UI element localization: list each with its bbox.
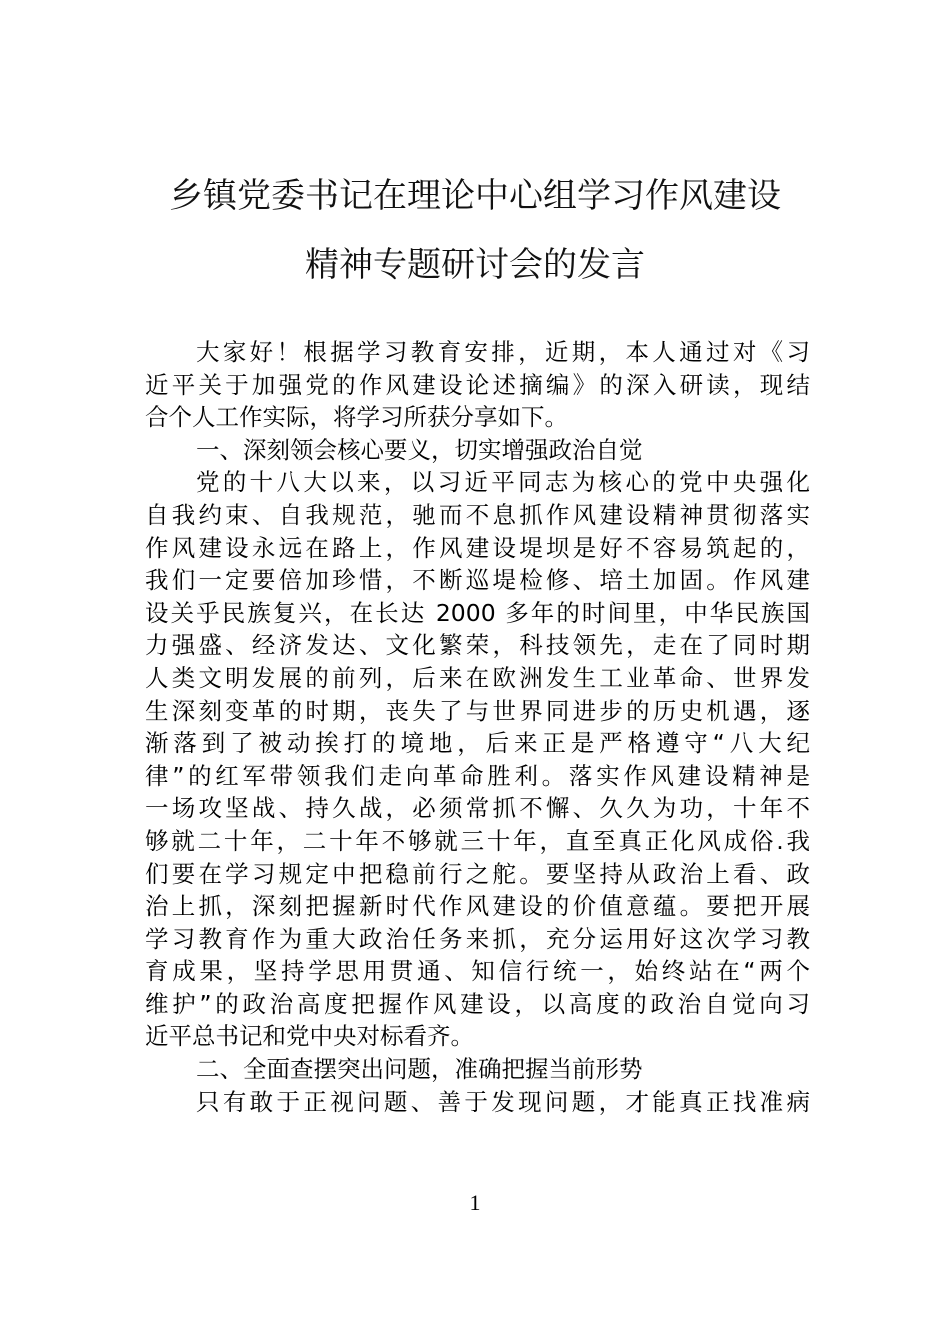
body-text-line: 力强盛、经济发达、文化繁荣，科技领先，走在了同时期 [145, 631, 810, 660]
body-text-line: 我们一定要倍加珍惜，不断巡堤检修、培土加固。作风建 [145, 566, 810, 595]
body-text-line: 维护”的政治高度把握作风建设，以高度的政治自觉向习 [145, 989, 810, 1018]
body-text-line: 大家好！根据学习教育安排，近期，本人通过对《习 [196, 338, 810, 366]
body-text-line: 设关乎民族复兴，在长达 2000 多年的时间里，中华民族国 [145, 598, 810, 627]
body-text-line: 一场攻坚战、持久战，必须常抓不懈、久久为功，十年不 [145, 794, 810, 823]
body-text-line: 够就二十年，二十年不够就三十年，直至真正化风成俗.我 [145, 826, 810, 855]
document-title-line-2: 精神专题研讨会的发言 [305, 245, 645, 285]
body-text-line: 生深刻变革的时期，丧失了与世界同进步的历史机遇，逐 [145, 696, 810, 725]
body-text-line: 人类文明发展的前列，后来在欧洲发生工业革命、世界发 [145, 663, 810, 692]
body-text-line: 近平总书记和党中央对标看齐。 [145, 1022, 474, 1051]
body-text-line: 渐落到了被动挨打的境地，后来正是严格遵守“八大纪 [145, 729, 810, 758]
body-text-line: 合个人工作实际，将学习所获分享如下。 [145, 403, 568, 432]
body-text-line: 们要在学习规定中把稳前行之舵。要坚持从政治上看、政 [145, 859, 810, 888]
body-text-line: 治上抓，深刻把握新时代作风建设的价值意蕴。要把开展 [145, 892, 810, 921]
body-text-line: 律”的红军带领我们走向革命胜利。落实作风建设精神是 [145, 761, 810, 790]
body-text-line: 作风建设永远在路上，作风建设堤坝是好不容易筑起的， [145, 533, 810, 562]
body-text-line: 自我约束、自我规范，驰而不息抓作风建设精神贯彻落实 [145, 500, 810, 529]
body-text-line: 学习教育作为重大政治任务来抓，充分运用好这次学习教 [145, 924, 810, 953]
body-text-line: 只有敢于正视问题、善于发现问题，才能真正找准病 [196, 1087, 810, 1116]
section-heading: 一、深刻领会核心要义，切实增强政治自觉 [196, 435, 643, 464]
document-title-line-1: 乡镇党委书记在理论中心组学习作风建设 [169, 176, 781, 216]
body-text-line: 育成果，坚持学思用贯通、知信行统一，始终站在“两个 [145, 957, 810, 986]
body-text-line: 党的十八大以来，以习近平同志为核心的党中央强化 [196, 468, 810, 497]
page-number: 1 [469, 1190, 481, 1215]
body-text-line: 近平关于加强党的作风建设论述摘编》的深入研读，现结 [145, 370, 810, 399]
document-body [145, 336, 810, 1118]
section-heading: 二、全面查摆突出问题，准确把握当前形势 [196, 1055, 643, 1084]
